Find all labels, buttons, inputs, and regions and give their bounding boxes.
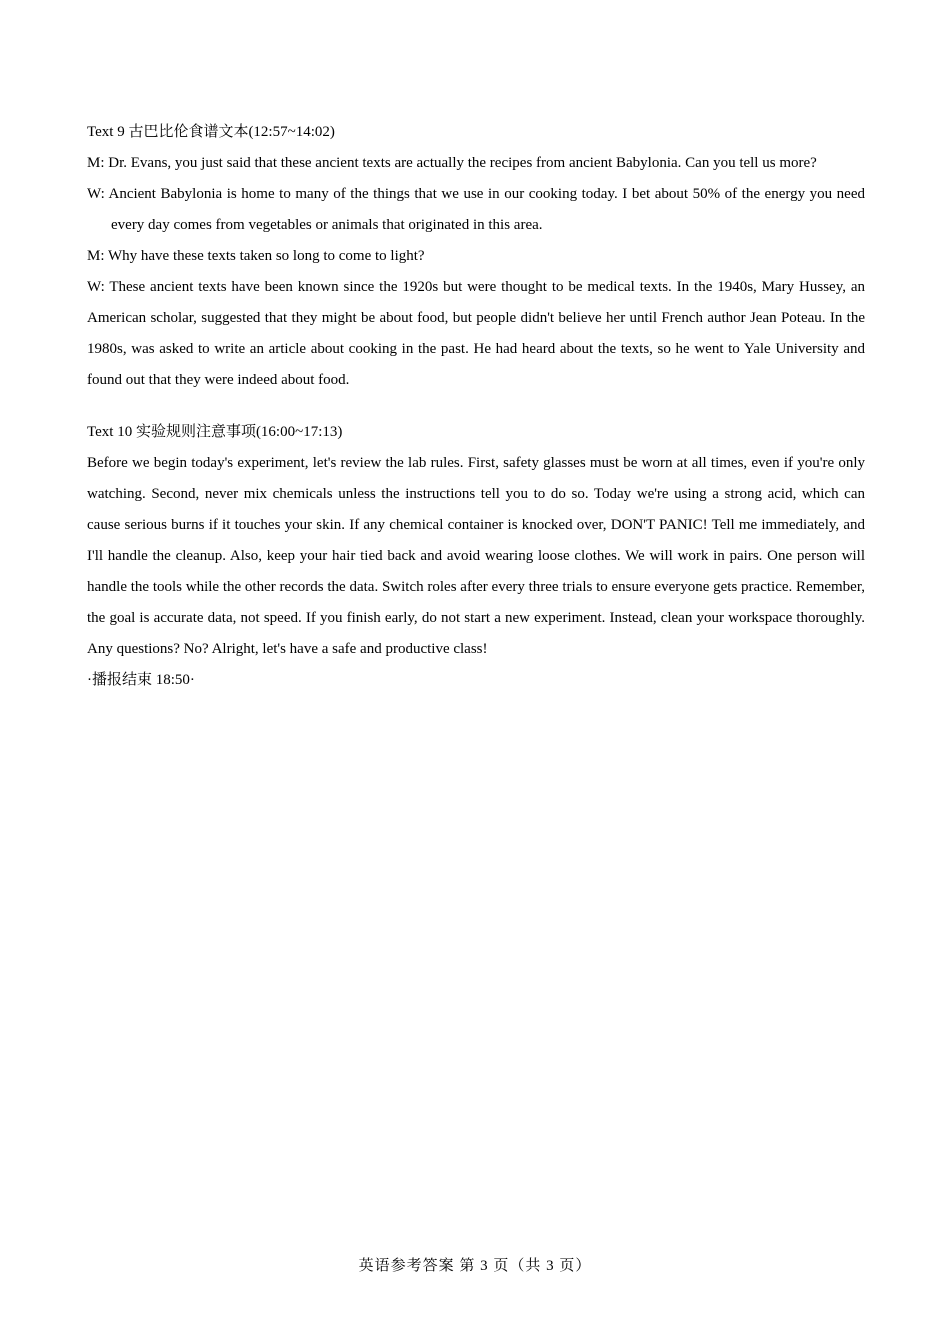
- broadcast-end-mark: ·播报结束 18:50·: [87, 672, 195, 688]
- text10-section: [87, 417, 865, 696]
- text9-heading: Text 9 古巴比伦食谱文本(12:57~14:02): [87, 124, 335, 140]
- page-footer: 英语参考答案 第 3 页（共 3 页）: [358, 1258, 592, 1274]
- text9-section: [87, 117, 865, 396]
- text9-line-1: M: Dr. Evans, you just said that these ancient texts are actually the recipes from ancient Babylonia. Can you tell us more?: [87, 155, 817, 171]
- text9-line-4: W: These ancient texts have been known since the 1920s but were thought to be medical texts. In the 1940s, Mary Hussey, an American scholar, suggested that they might be about food, but people didn't believe her until French author Jean Poteau. In the 1980s, was asked to write an article about cooking in the past. He had heard about the texts, so he went to Yale University and found out that they were indeed about food.: [87, 279, 865, 388]
- text9-line-2: W: Ancient Babylonia is home to many of the things that we use in our cooking today. I bet about 50% of the energy you need every day comes from vegetables or animals that originated in this area.: [87, 186, 865, 233]
- page-content: [87, 117, 865, 696]
- text10-body: Before we begin today's experiment, let's review the lab rules. First, safety glasses must be worn at all times, even if you're only watching. Second, never mix chemicals unless the instructions tell you to do so. Today we're using a strong acid, which can cause serious burns if it touches your skin. If any chemical container is knocked over, DON'T PANIC! Tell me immediately, and I'll handle the cleanup. Also, keep your hair tied back and avoid wearing loose clothes. We will work in pairs. One person will handle the tools while the other records the data. Switch roles after every three trials to ensure everyone gets practice. Remember, the goal is accurate data, not speed. If you finish early, do not start a new experiment. Instead, clean your workspace thoroughly. Any questions? No? Alright, let's have a safe and productive class!: [87, 455, 865, 657]
- text10-heading: Text 10 实验规则注意事项(16:00~17:13): [87, 424, 343, 440]
- text9-line-3: M: Why have these texts taken so long to come to light?: [87, 248, 425, 264]
